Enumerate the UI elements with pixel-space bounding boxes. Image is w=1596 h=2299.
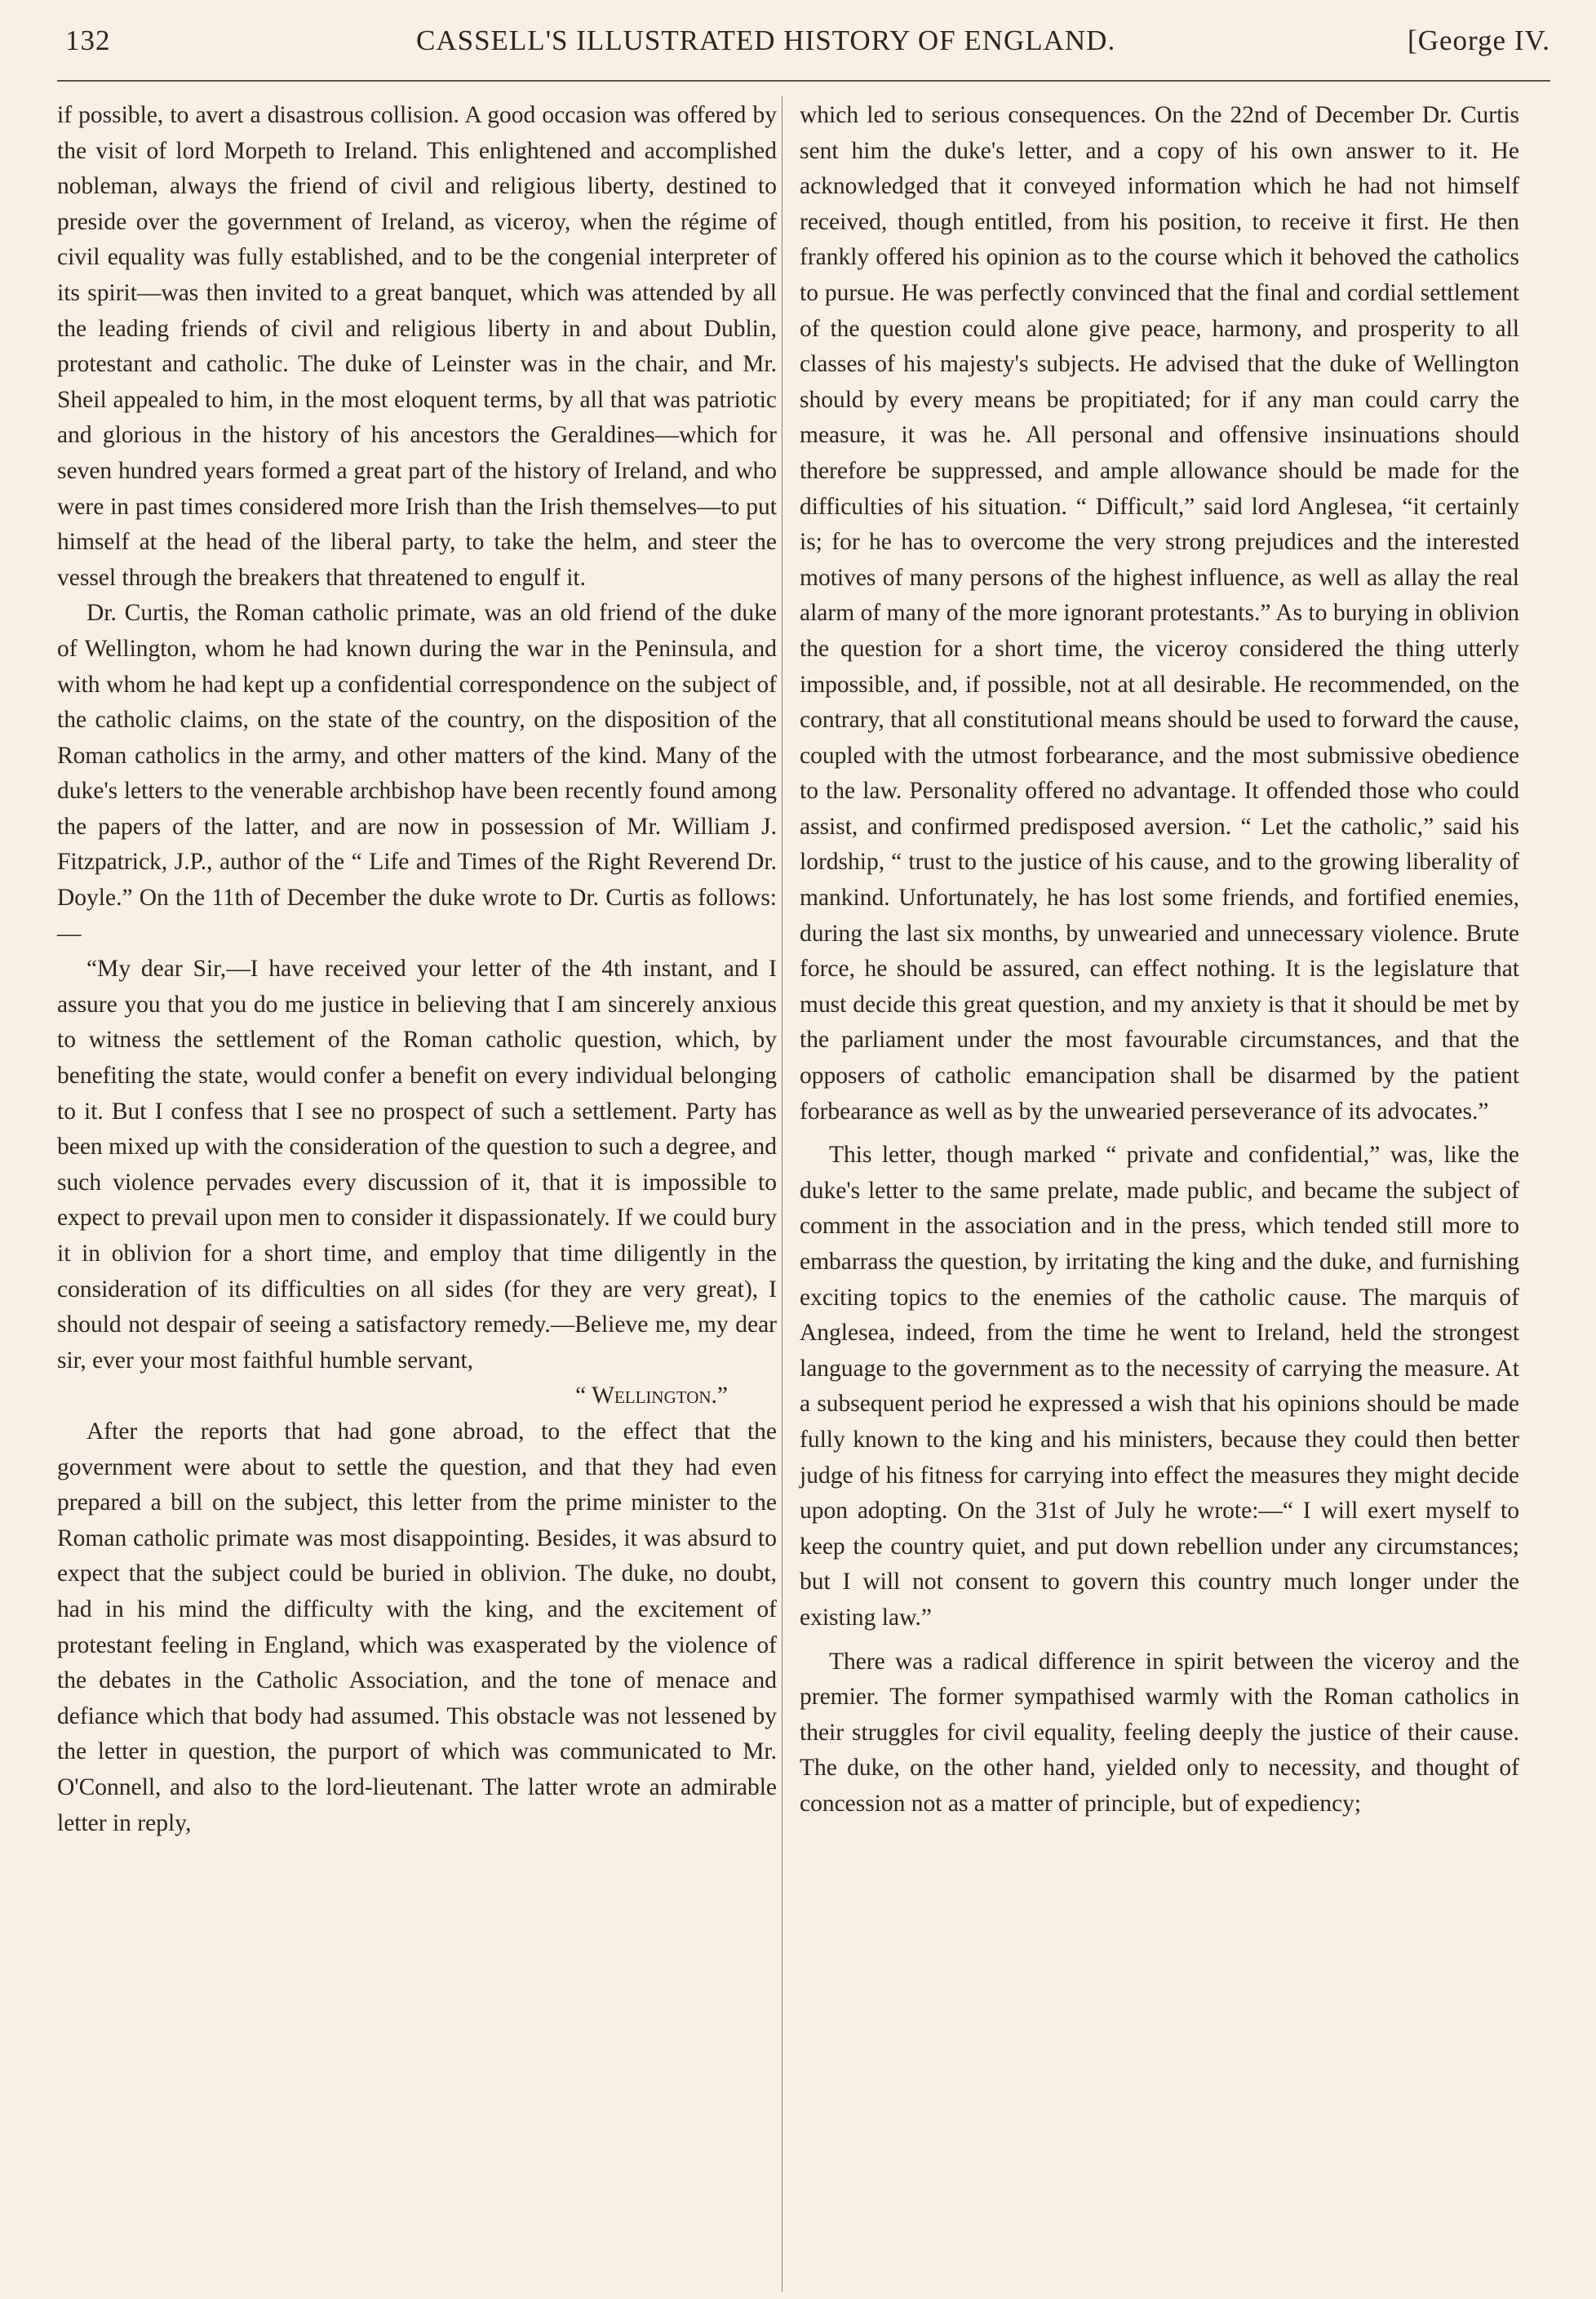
page-number: 132 <box>65 24 111 56</box>
reign-label: [George IV. <box>1408 24 1550 56</box>
letter-signature: “ Wellington.” <box>575 1383 728 1409</box>
running-title: CASSELL'S ILLUSTRATED HISTORY OF ENGLAND. <box>416 24 1116 56</box>
paragraph: There was a radical difference in spirit between the viceroy and the premier. The former sympathised warmly with the Roman catholics in their struggles for civil equality, feeling deeply the justice of their cause. The duke, on the other hand, yielded only to necessity, and thought of concession not as a matter of principle, but of expediency; <box>800 1648 1519 1817</box>
running-header <box>57 24 1550 73</box>
paragraph: After the reports that had gone abroad, to the effect that the government were about to settle the question, and that they had even prepared a bill on the subject, this letter from the prime minister to the Roman catholic primate was most disappointing. Besides, it was absurd to expect that the subject could be buried in oblivion. The duke, no doubt, had in his mind the difficulty with the king, and the excitement of protestant feeling in England, which was exasperated by the violence of the debates in the Catholic Association, and the tone of menace and defiance which that body had assumed. This obstacle was not lessened by the letter in question, the purport of which was communicated to Mr. O'Connell, and also to the lord-lieutenant. The latter wrote an admirable letter in reply, <box>57 1418 777 1836</box>
paragraph: This letter, though marked “ private and confidential,” was, like the duke's letter to the same prelate, made public, and became the subject of comment in the association and in the press, which tended still more to embarrass the question, by irritating the king and the duke, and furnishing exciting topics to the enemies of the catholic cause. The marquis of Anglesea, indeed, from the time he went to Ireland, held the strongest language to the government as to the necessity of carrying the measure. At a subsequent period he expressed a wish that his opinions should be made fully known to the king and his ministers, because they could then better judge of his fitness for carrying into effect the measures they might decide upon adopting. On the 31st of July he wrote:—“ I will exert myself to keep the country quiet, and put down rebellion under any circumstances; but I will not consent to govern this country much longer under the existing law.” <box>800 1142 1519 1631</box>
header-rule <box>57 80 1550 82</box>
left-column <box>57 98 777 1841</box>
paragraph: which led to serious consequences. On the 22nd of December Dr. Curtis sent him the duke's letter, and a copy of his own answer to it. He acknowledged that it conveyed information which he had not himself received, though entitled, from his position, to receive it first. He then frankly offered his opinion as to the course which it behoved the catholics to pursue. He was perfectly convinced that the final and cordial settlement of the question could alone give peace, harmony, and prosperity to all classes of his majesty's subjects. He advised that the duke of Wellington should by every means be propitiated; for if any man could carry the measure, it was he. All personal and offensive insinuations should therefore be suppressed, and ample allowance should be made for the difficulties of his situation. “ Difficult,” said lord Anglesea, “it certainly is; for he has to overcome the very strong prejudices and the interested motives of many persons of the highest influence, as well as allay the real alarm of many of the more ignorant protestants.” As to burying in oblivion the question for a short time, the viceroy considered the thing utterly impossible, and, if possible, not at all desirable. He recommended, on the contrary, that all constitutional means should be used to forward the cause, coupled with the utmost forbearance, and the most submissive obedience to the law. Personality offered no advantage. It offended those who could assist, and confirmed predisposed aversion. “ Let the catholic,” said his lordship, “ trust to the justice of his cause, and to the growing liberality of mankind. Unfortunately, he has lost some friends, and fortified enemies, during the last six months, by unwearied and unnecessary violence. Brute force, he should be assured, can effect nothing. It is the legislature that must decide this great question, and my anxiety is that it should be met by the parliament under the most favourable circumstances, and that the opposers of catholic emancipation shall be disarmed by the patient forbearance as well as by the unwearied perseverance of its advocates.” <box>800 102 1519 1125</box>
right-column <box>800 98 1519 1822</box>
paragraph: if possible, to avert a disastrous collision. A good occasion was offered by the visit of lord Morpeth to Ireland. This enlightened and accomplished nobleman, always the friend of civil and religious liberty, destined to preside over the government of Ireland, as viceroy, when the régime of civil equality was fully established, and to be the congenial interpreter of its spirit—was then invited to a great banquet, which was attended by all the leading friends of civil and religious liberty in and about Dublin, protestant and catholic. The duke of Leinster was in the chair, and Mr. Sheil appealed to him, in the most eloquent terms, by all that was patriotic and glorious in the history of his ancestors the Geraldines—which for seven hundred years formed a great part of the history of Ireland, and who were in past times considered more Irish than the Irish themselves—to put himself at the head of the liberal party, to take the helm, and steer the vessel through the breakers that threatened to engulf it. <box>57 102 777 591</box>
letter-quote: “My dear Sir,—I have received your letter of the 4th instant, and I assure you that you do me justice in believing that I am sincerely anxious to witness the settlement of the Roman catholic question, which, by benefiting the state, would confer a benefit on every individual belonging to it. But I confess that I see no prospect of such a settlement. Party has been mixed up with the consideration of the question to such a degree, and such violence pervades every discussion of it, that it is impossible to expect to prevail upon men to consider it dispassionately. If we could bury it in oblivion for a short time, and employ that time diligently in the consideration of its difficulties on all sides (for they are very great), I should not despair of seeing a satisfactory remedy.—Believe me, my dear sir, ever your most faithful humble servant, <box>57 956 777 1374</box>
paragraph: Dr. Curtis, the Roman catholic primate, was an old friend of the duke of Wellington, whom he had known during the war in the Peninsula, and with whom he had kept up a confidential correspondence on the subject of the catholic claims, on the state of the country, on the disposition of the Roman catholics in the army, and other matters of the kind. Many of the duke's letters to the venerable archbishop have been recently found among the papers of the latter, and are now in possession of Mr. William J. Fitzpatrick, J.P., author of the “ Life and Times of the Right Reverend Dr. Doyle.” On the 11th of December the duke wrote to Dr. Curtis as follows:— <box>57 600 777 947</box>
